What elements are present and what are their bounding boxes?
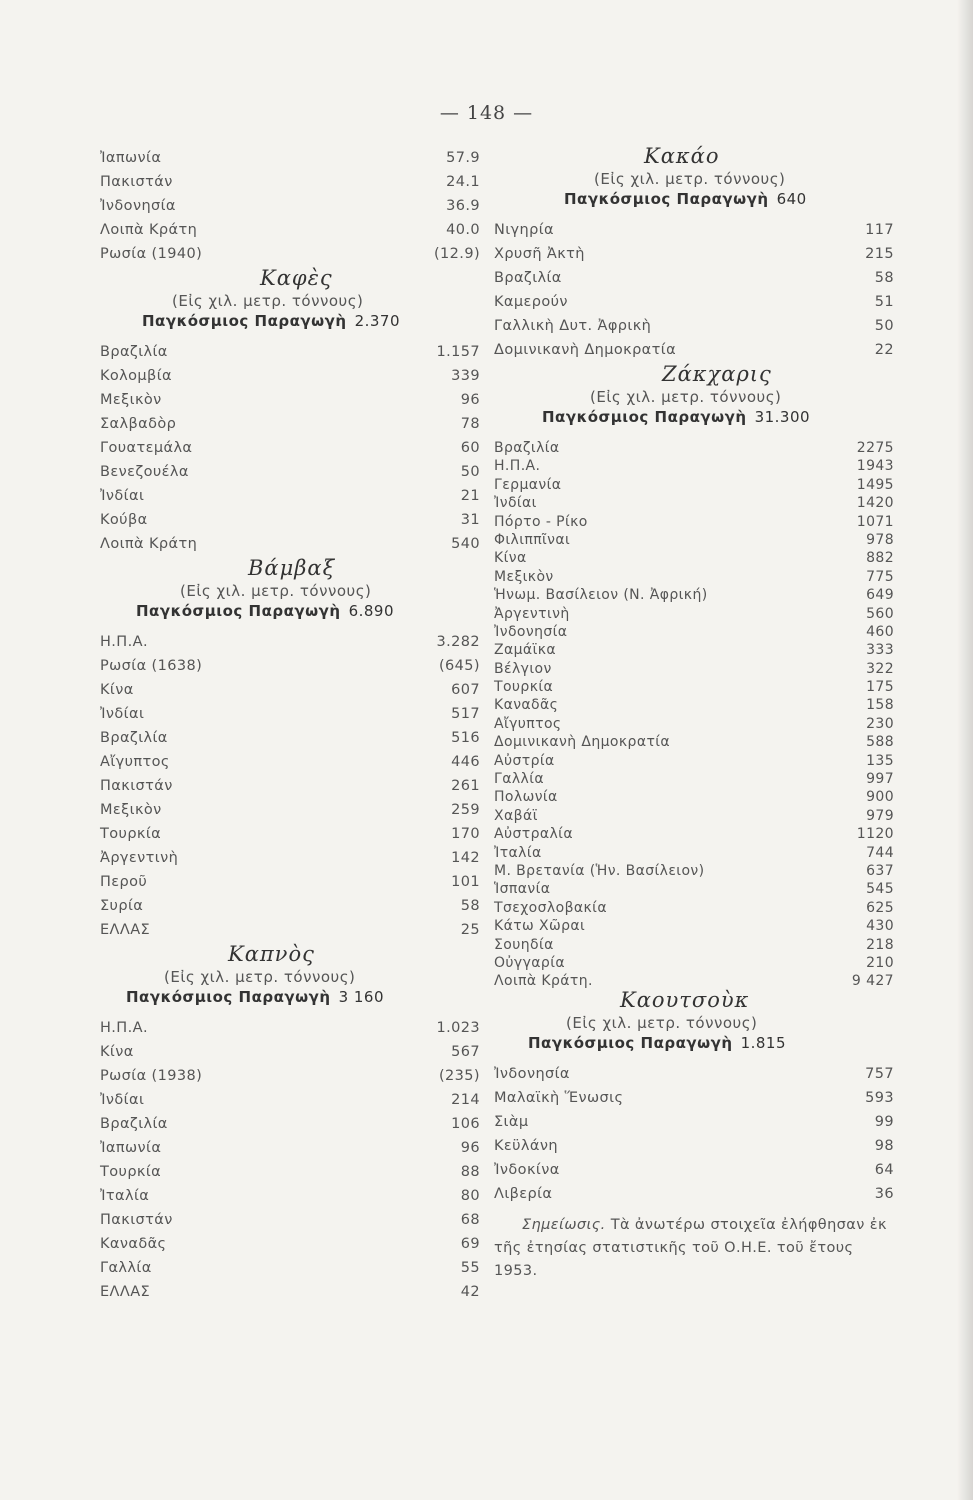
row-value: 36 — [874, 1185, 894, 1202]
row-name: Λιβερία — [494, 1185, 553, 1202]
cocoa-table — [494, 214, 894, 358]
row-name: Ἰταλία — [494, 844, 542, 861]
row-value: 214 — [451, 1092, 480, 1108]
row-value: 339 — [451, 368, 480, 384]
table-row — [100, 866, 480, 890]
row-name: ΕΛΛΑΣ — [100, 922, 151, 938]
row-value: 517 — [451, 706, 480, 722]
row-value: (235) — [439, 1068, 480, 1084]
sugar-section — [494, 362, 894, 990]
row-name: Γερμανία — [494, 476, 562, 493]
table-row — [100, 794, 480, 818]
row-name: Χρυσῆ Ἀκτὴ — [494, 246, 585, 262]
row-name: Ἰνδίαι — [100, 1092, 145, 1108]
row-name: Κάτω Χῶραι — [494, 918, 586, 935]
rubber-table — [494, 1058, 894, 1202]
row-name: Μεξικὸν — [100, 392, 162, 408]
row-name: Ἰαπωνία — [100, 1140, 162, 1156]
row-name: Αὐστραλία — [494, 826, 573, 843]
row-name: Βραζιλία — [100, 344, 168, 360]
page-edge-shadow — [957, 0, 973, 1500]
row-value: 567 — [451, 1044, 480, 1060]
row-name: Λοιπὰ Κράτη — [100, 536, 198, 552]
row-name: Σουηδία — [494, 936, 554, 953]
table-row — [494, 238, 894, 262]
row-value: 259 — [451, 802, 480, 818]
row-name: Ἰνδοκίνα — [494, 1161, 560, 1178]
row-name: Ἰνδονησία — [494, 623, 568, 640]
row-name: Ἰταλία — [100, 1188, 150, 1204]
table-row — [100, 626, 480, 650]
row-name: Πόρτο - Ρίκο — [494, 513, 588, 530]
row-name: Πολωνία — [494, 789, 558, 806]
row-name: Ἰνδονησία — [494, 1065, 570, 1082]
row-value: 68 — [460, 1212, 480, 1228]
table-row — [100, 1156, 480, 1180]
table-row — [100, 722, 480, 746]
row-name: Η.Π.Α. — [494, 458, 541, 475]
row-value: 78 — [460, 416, 480, 432]
row-name: Σαλβαδὸρ — [100, 416, 177, 432]
row-name: Αὐστρία — [494, 752, 555, 769]
row-value: 588 — [866, 734, 894, 751]
row-value: 218 — [866, 936, 894, 953]
table-row — [494, 506, 894, 530]
row-value: 1120 — [856, 826, 894, 843]
row-name: Μαλαϊκὴ Ἕνωσις — [494, 1089, 624, 1106]
row-name: Ρωσία (1638) — [100, 658, 203, 674]
table-row — [494, 310, 894, 334]
row-value: 1.157 — [436, 344, 480, 360]
section-total — [136, 602, 480, 620]
row-name: Ἀργεντινὴ — [100, 850, 179, 866]
row-value: 215 — [865, 246, 894, 262]
row-value: 210 — [866, 954, 894, 971]
table-row — [100, 1108, 480, 1132]
row-value: 40.0 — [446, 222, 480, 238]
row-value: 24.1 — [446, 174, 480, 190]
row-name: Βενεζουέλα — [100, 464, 189, 480]
row-value: 42 — [460, 1284, 480, 1300]
total-label: Παγκόσμιος Παραγωγὴ — [136, 602, 341, 620]
row-name: Ἰαπωνία — [100, 150, 162, 166]
table-row — [494, 262, 894, 286]
row-name: Καναδᾶς — [100, 1236, 167, 1252]
table-row — [100, 432, 480, 456]
row-name: Λοιπὰ Κράτη — [100, 222, 198, 238]
cotton-table — [100, 626, 480, 938]
row-value: 175 — [866, 679, 894, 696]
section-unit: (Εἰς χιλ. μετρ. τόννους) — [164, 968, 356, 986]
coffee-section — [100, 266, 480, 552]
row-name: Τουρκία — [100, 826, 162, 842]
table-row — [494, 334, 894, 358]
table-row — [100, 914, 480, 938]
row-value: 50 — [460, 464, 480, 480]
row-name: Μ. Βρετανία (Ἡν. Βασίλειον) — [494, 862, 705, 879]
row-name: Ἀργεντινὴ — [494, 605, 570, 622]
row-value: 333 — [866, 642, 894, 659]
right-column — [494, 140, 894, 1283]
row-value: 3.282 — [436, 634, 480, 650]
row-value: 430 — [866, 918, 894, 935]
row-value: 1943 — [856, 458, 894, 475]
row-value: 607 — [451, 682, 480, 698]
row-name: Ἡνωμ. Βασίλειον (Ν. Ἀφρική) — [494, 587, 708, 604]
table-row — [494, 689, 894, 714]
row-value: 106 — [451, 1116, 480, 1132]
section-title: Βάμβαξ — [248, 556, 336, 580]
table-row — [100, 480, 480, 504]
row-value: 142 — [451, 850, 480, 866]
cocoa-section — [494, 144, 894, 358]
rubber-section — [494, 988, 894, 1283]
row-name: Δομινικανὴ Δημοκρατία — [494, 342, 677, 358]
row-name: Γαλλικὴ Δυτ. Ἀφρικὴ — [494, 318, 652, 334]
section-total — [528, 1034, 894, 1052]
row-name: Χαβάϊ — [494, 807, 538, 824]
row-name: Νιγηρία — [494, 222, 554, 238]
row-name: Γαλλία — [494, 771, 544, 788]
table-row — [100, 238, 480, 262]
section-total — [142, 312, 480, 330]
table-row — [100, 890, 480, 914]
row-value: 64 — [874, 1161, 894, 1178]
row-name: Βραζιλία — [494, 270, 562, 286]
table-row — [100, 190, 480, 214]
row-name: Ρωσία (1940) — [100, 246, 203, 262]
table-row — [494, 1058, 894, 1082]
table-row — [494, 818, 894, 843]
total-value: 1.815 — [740, 1033, 787, 1052]
total-value: 6.890 — [348, 602, 395, 620]
sugar-table — [494, 432, 894, 990]
row-value: 560 — [866, 605, 894, 622]
row-value: 31 — [460, 512, 480, 528]
row-name: Βραζιλία — [100, 730, 168, 746]
row-name: Λοιπὰ Κράτη. — [494, 973, 593, 990]
table-row — [494, 579, 894, 604]
total-value: 2.370 — [354, 312, 401, 330]
row-name: Φιλιππῖναι — [494, 531, 571, 548]
row-value: 58 — [874, 270, 894, 286]
footnote-label: Σημείωσις. — [522, 1216, 606, 1233]
row-value: 625 — [866, 899, 894, 916]
row-value: 158 — [866, 697, 894, 714]
row-value: 60 — [460, 440, 480, 456]
row-name: Συρία — [100, 898, 144, 914]
row-value: 1495 — [856, 476, 894, 493]
row-value: 96 — [460, 392, 480, 408]
table-row — [100, 1276, 480, 1300]
row-value: 135 — [866, 752, 894, 769]
row-value: 230 — [866, 715, 894, 732]
row-value: 50 — [874, 318, 894, 334]
row-value: 9 427 — [851, 973, 894, 990]
row-name: Ἰνδίαι — [494, 495, 537, 512]
row-value: 22 — [874, 342, 894, 358]
row-value: 900 — [866, 789, 894, 806]
table-row — [100, 504, 480, 528]
table-row — [494, 855, 894, 879]
footnote-text: Τὰ ἀνωτέρω στοιχεῖα ἐλήφθησαν ἐκ τῆς ἐτησίας στατιστικῆς τοῦ Ο.Η.Ε. τοῦ ἔτους 1953. — [494, 1216, 887, 1279]
row-name: Τουρκία — [100, 1164, 162, 1180]
row-name: Κολομβία — [100, 368, 172, 384]
row-name: Πακιστάν — [100, 174, 173, 190]
page-number: — 148 — — [439, 102, 534, 124]
row-value: (12.9) — [434, 246, 480, 262]
tobacco-section — [100, 942, 480, 1300]
row-name: Σιὰμ — [494, 1113, 529, 1130]
row-name: Κίνα — [494, 550, 527, 567]
table-row — [494, 781, 894, 806]
total-label: Παγκόσμιος Παραγωγὴ — [564, 190, 769, 208]
row-name: Τουρκία — [494, 679, 554, 696]
table-row — [494, 1178, 894, 1202]
row-value: 69 — [460, 1236, 480, 1252]
table-row — [494, 947, 894, 971]
row-name: Ζαμάϊκα — [494, 642, 556, 659]
row-value: 775 — [866, 568, 894, 585]
row-value: 36.9 — [446, 198, 480, 214]
table-row — [100, 818, 480, 842]
row-name: Ρωσία (1938) — [100, 1068, 203, 1084]
table-row — [494, 1082, 894, 1106]
table-row — [100, 360, 480, 384]
row-value: 446 — [451, 754, 480, 770]
section-title: Καφὲς — [260, 266, 333, 290]
row-value: 25 — [460, 922, 480, 938]
table-row — [100, 1060, 480, 1084]
tobacco-table — [100, 1012, 480, 1300]
table-row — [100, 1084, 480, 1108]
row-value: 1420 — [856, 495, 894, 512]
section-unit: (Εἰς χιλ. μετρ. τόννους) — [594, 170, 786, 188]
row-value: 593 — [865, 1089, 894, 1106]
row-value: 55 — [460, 1260, 480, 1276]
table-row — [100, 408, 480, 432]
row-name: Η.Π.Α. — [100, 1020, 148, 1036]
table-row — [494, 671, 894, 696]
row-value: 1071 — [856, 513, 894, 530]
table-row — [494, 1154, 894, 1178]
section-unit: (Εἰς χιλ. μετρ. τόννους) — [172, 292, 364, 310]
row-name: Ἰνδίαι — [100, 706, 145, 722]
row-value: 545 — [866, 881, 894, 898]
table-row — [494, 469, 894, 493]
total-label: Παγκόσμιος Παραγωγὴ — [142, 312, 347, 330]
total-value: 3 160 — [338, 988, 385, 1006]
row-name: Αἴγυπτος — [494, 715, 562, 732]
section-total — [126, 988, 480, 1006]
table-row — [494, 432, 894, 456]
table-row — [100, 770, 480, 794]
table-row — [100, 1228, 480, 1252]
section-title: Ζάκχαρις — [662, 362, 772, 386]
row-value: 649 — [866, 587, 894, 604]
row-value: 882 — [866, 550, 894, 567]
row-name: Τσεχοσλοβακία — [494, 899, 607, 916]
row-value: 322 — [866, 660, 894, 677]
section-title: Κακάο — [644, 144, 720, 168]
row-name: Κίνα — [100, 682, 134, 698]
row-value: 516 — [451, 730, 480, 746]
table-row — [100, 1252, 480, 1276]
row-value: 99 — [874, 1113, 894, 1130]
table-row — [100, 650, 480, 674]
row-name: Κεϋλάνη — [494, 1137, 558, 1154]
row-name: Οὐγγαρία — [494, 954, 565, 971]
coffee-table — [100, 336, 480, 552]
row-value: 997 — [866, 771, 894, 788]
section-title: Καουτσοὺκ — [620, 987, 750, 1012]
row-name: Ἰνδονησία — [100, 198, 176, 214]
row-value: 979 — [866, 807, 894, 824]
row-value: 98 — [874, 1137, 894, 1154]
cotton-section — [100, 556, 480, 938]
total-value: 640 — [776, 190, 807, 208]
table-row — [100, 1132, 480, 1156]
row-name: Ἱσπανία — [494, 881, 551, 898]
row-name: Βραζιλία — [494, 440, 560, 456]
table-row — [100, 698, 480, 722]
table-row — [100, 746, 480, 770]
footnote — [494, 1214, 894, 1283]
row-name: Βέλγιον — [494, 660, 552, 677]
table-row — [100, 842, 480, 866]
row-name: Ἰνδίαι — [100, 488, 145, 504]
total-label: Παγκόσμιος Παραγωγὴ — [126, 988, 331, 1006]
row-name: Αἴγυπτος — [100, 754, 170, 770]
table-row — [100, 336, 480, 360]
row-name: Κούβα — [100, 512, 148, 528]
table-row — [100, 456, 480, 480]
section-unit: (Εἰς χιλ. μετρ. τόννους) — [180, 582, 372, 600]
table-row — [100, 674, 480, 698]
row-value: 637 — [866, 862, 894, 879]
left-top-table — [100, 142, 480, 262]
row-value: 170 — [451, 826, 480, 842]
row-value: (645) — [439, 658, 480, 674]
row-name: Μεξικὸν — [494, 568, 554, 585]
row-value: 540 — [451, 536, 480, 552]
section-title: Καπνὸς — [228, 942, 315, 966]
table-row — [494, 286, 894, 310]
total-value: 31.300 — [754, 408, 811, 426]
table-row — [100, 214, 480, 238]
row-name: Μεξικὸν — [100, 802, 162, 818]
row-name: Πακιστάν — [100, 778, 173, 794]
row-value: 80 — [460, 1188, 480, 1204]
row-value: 101 — [451, 874, 480, 890]
row-name: Γαλλία — [100, 1260, 152, 1276]
section-total — [564, 190, 894, 208]
section-unit: (Εἰς χιλ. μετρ. τόννους) — [590, 388, 782, 406]
row-name: Δομινικανὴ Δημοκρατία — [494, 734, 671, 751]
table-row — [494, 214, 894, 238]
row-value: 117 — [865, 222, 894, 238]
row-name: Καμερούν — [494, 294, 568, 310]
row-value: 1.023 — [436, 1020, 480, 1036]
row-name: Κίνα — [100, 1044, 134, 1060]
row-value: 51 — [874, 294, 894, 310]
row-value: 757 — [865, 1065, 894, 1082]
total-label: Παγκόσμιος Παραγωγὴ — [528, 1033, 733, 1052]
table-row — [494, 561, 894, 585]
section-unit: (Εἰς χιλ. μετρ. τόννους) — [566, 1013, 758, 1032]
table-row — [100, 166, 480, 190]
row-value: 744 — [866, 844, 894, 861]
table-row — [494, 892, 894, 916]
row-value: 88 — [460, 1164, 480, 1180]
table-row — [100, 384, 480, 408]
row-name: ΕΛΛΑΣ — [100, 1284, 151, 1300]
total-label: Παγκόσμιος Παραγωγὴ — [542, 408, 747, 426]
table-row — [100, 1012, 480, 1036]
row-name: Καναδᾶς — [494, 697, 559, 714]
row-name: Πακιστάν — [100, 1212, 173, 1228]
row-name: Γουατεμάλα — [100, 440, 193, 456]
left-column — [100, 142, 480, 1300]
row-value: 978 — [866, 531, 894, 548]
section-total — [542, 408, 894, 426]
table-row — [100, 1204, 480, 1228]
row-name: Η.Π.Α. — [100, 634, 148, 650]
table-row — [100, 1180, 480, 1204]
row-value: 58 — [460, 898, 480, 914]
table-row — [100, 1036, 480, 1060]
row-name: Περοῦ — [100, 874, 148, 890]
row-name: Βραζιλία — [100, 1116, 168, 1132]
row-value: 21 — [460, 488, 480, 504]
row-value: 460 — [866, 623, 894, 640]
row-value: 2275 — [856, 440, 894, 456]
table-row — [494, 1130, 894, 1154]
row-value: 96 — [460, 1140, 480, 1156]
table-row — [100, 528, 480, 552]
table-row — [494, 1106, 894, 1130]
table-row — [100, 142, 480, 166]
row-value: 261 — [451, 778, 480, 794]
row-value: 57.9 — [446, 150, 480, 166]
